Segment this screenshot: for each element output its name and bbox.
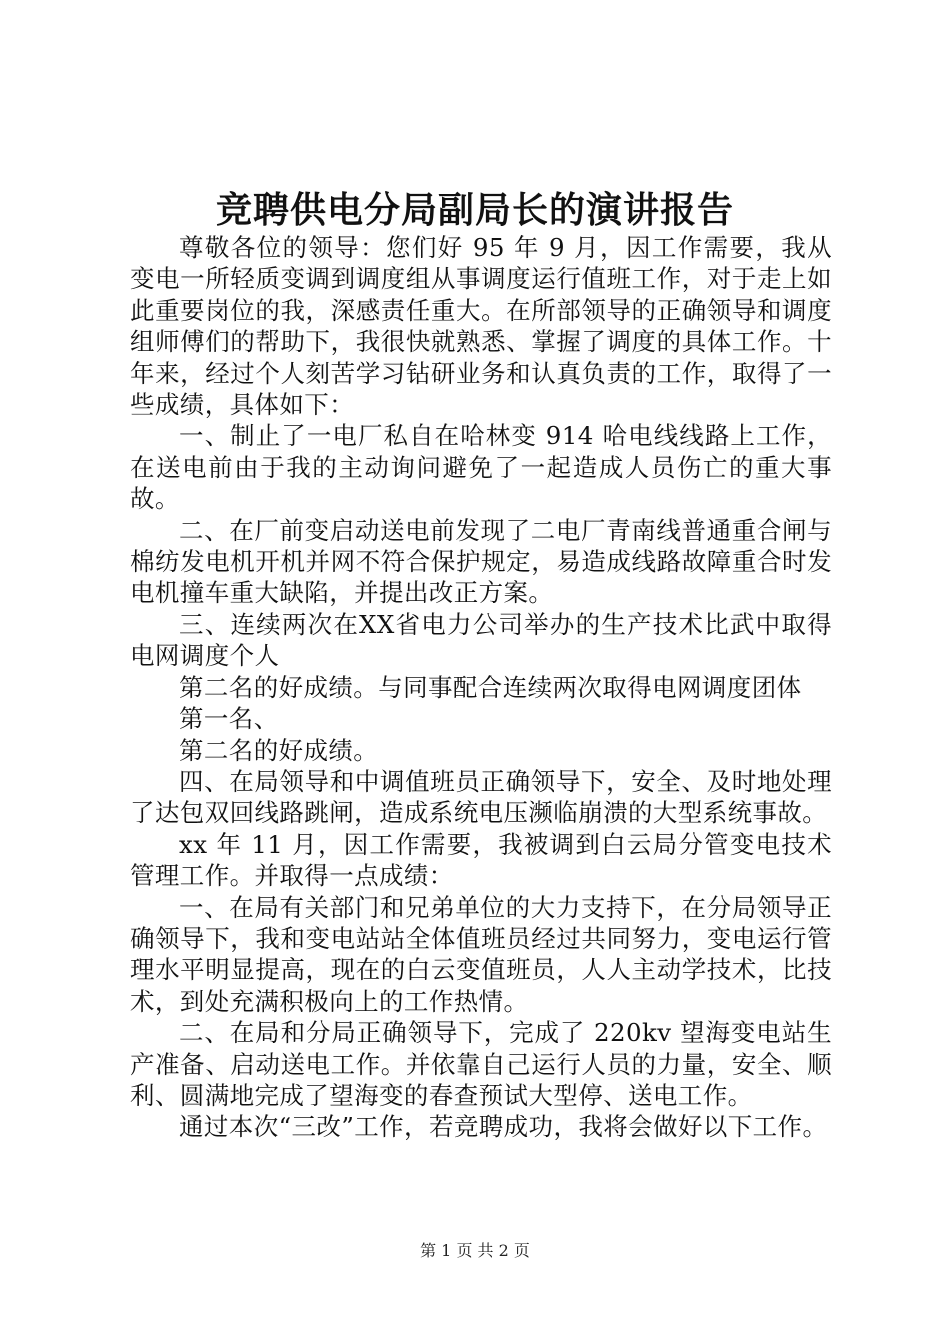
document-title: 竞聘供电分局副局长的演讲报告: [215, 189, 734, 231]
paragraph: 二、在局和分局正确领导下，完成了 220kv 望海变电站生产准备、启动送电工作。并依靠自己运行人员的力量，安全、顺利、圆满地完成了望海变的春查预试大型停、送电工作。: [130, 1018, 832, 1110]
paragraph: 三、连续两次在XX省电力公司举办的生产技术比武中取得电网调度个人: [130, 609, 832, 671]
paragraph: 二、在厂前变启动送电前发现了二电厂青南线普通重合闸与棉纺发电机开机并网不符合保护规定，易造成线路故障重合时发电机撞车重大缺陷，并提出改正方案。: [130, 515, 832, 608]
paragraph: 第一名、: [179, 704, 279, 734]
paragraph: 通过本次“三改”工作，若竞聘成功，我将会做好以下工作。: [179, 1112, 828, 1142]
paragraph: 四、在局领导和中调值班员正确领导下，安全、及时地处理了达包双回线路跳闸，造成系统电压濒临崩溃的大型系统事故。: [130, 766, 832, 828]
page-footer: 第 1 页 共 2 页: [420, 1241, 530, 1260]
paragraph: 第二名的好成绩。: [179, 735, 379, 765]
paragraph: 第二名的好成绩。与同事配合连续两次取得电网调度团体: [179, 672, 802, 702]
paragraph: 一、在局有关部门和兄弟单位的大力支持下，在分局领导正确领导下，我和变电站站全体值班员经过共同努力，变电运行管理水平明显提高，现在的白云变值班员，人人主动学技术，比技术，到处充满积极向上的工作热情。: [130, 892, 832, 1016]
paragraph: xx 年 11 月，因工作需要，我被调到白云局分管变电技术管理工作。并取得一点成绩：: [130, 829, 832, 891]
document-body: [130, 232, 832, 1143]
paragraph: 尊敬各位的领导：您们好 95 年 9 月，因工作需要，我从变电一所轻质变调到调度组从事调度运行值班工作，对于走上如此重要岗位的我，深感责任重大。在所部领导的正确领导和调度组师傅们的帮助下，我很快就熟悉、掌握了调度的具体工作。十年来，经过个人刻苦学习钻研业务和认真负责的工作，取得了一些成绩，具体如下：: [130, 233, 832, 420]
paragraph: 一、制止了一电厂私自在哈林变 914 哈电线线路上工作，在送电前由于我的主动询问避免了一起造成人员伤亡的重大事故。: [130, 421, 832, 514]
